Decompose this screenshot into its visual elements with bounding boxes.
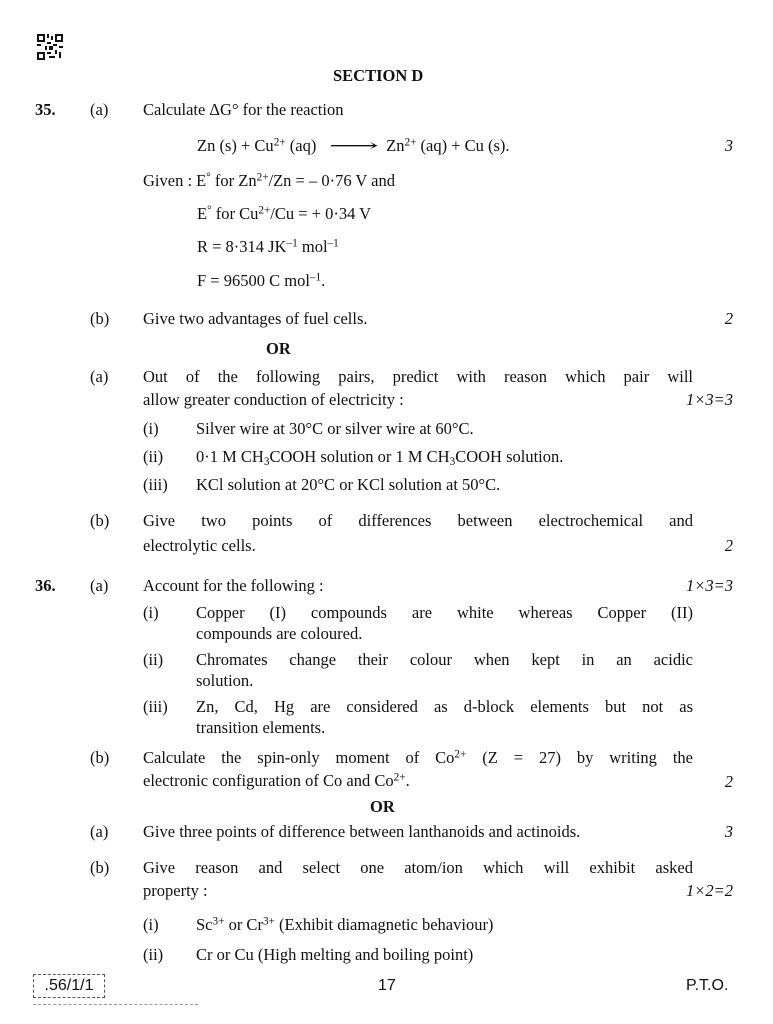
question-text: Calculate the spin-only moment of $Co^{2+}$ (Z = 27) by writing the [143, 748, 693, 767]
question-text: allow greater conduction of electricity : [143, 390, 404, 409]
part-label: (b) [90, 309, 110, 328]
part-label: (a) [90, 822, 109, 841]
or-divider: OR [370, 797, 395, 816]
qr-code-icon [37, 34, 63, 60]
question-text: electronic configuration of Co and $Co^{2+}$. [143, 771, 410, 790]
sub-item-text: compounds are coloured. [196, 624, 363, 643]
part-label: (a) [90, 367, 109, 386]
question-number: 35. [35, 100, 56, 119]
given-line: E° for $Cu^{2+}/Cu$ = + 0·34 V [197, 204, 372, 223]
or-divider: OR [266, 339, 291, 358]
section-title: SECTION D [333, 66, 424, 85]
given-line: F = 96500 C mol$^{-1}$. [197, 271, 326, 290]
question-text: Give reason and select one atom/ion which will exhibit asked [143, 858, 693, 877]
reaction-arrow: ⟶ [329, 136, 380, 155]
question-text: Give two advantages of fuel cells. [143, 309, 368, 328]
reaction-equation: Zn $(s) + Cu^{2+}$ (aq) ⟶ $Zn^{2+}$ (aq) + Cu (s). [197, 136, 510, 155]
sub-item-number: (i) [143, 419, 159, 438]
sub-item-number: (iii) [143, 697, 168, 716]
given-line: R = 8·314 $JK^{-1}$ mol$^{-1}$ [197, 237, 339, 256]
page-number: 17 [378, 977, 396, 994]
sub-item-text: Zn, Cd, Hg are considered as d-block elements but not as [196, 697, 693, 716]
sub-item-text: KCl solution at 20°C or KCl solution at 50°C. [196, 475, 501, 494]
sub-item-number: (ii) [143, 945, 164, 964]
sub-item-number: (ii) [143, 447, 164, 466]
marks: 2 [724, 772, 733, 791]
given-line: Given : E° for $Zn^{2+}/Zn$ = – 0·76 V and [143, 171, 395, 190]
sub-item-text: Cr or Cu (High melting and boiling point) [196, 945, 474, 964]
question-text: Give two points of differences between electrochemical and [143, 511, 693, 530]
footer-divider [33, 1004, 198, 1005]
part-label: (b) [90, 511, 110, 530]
sub-item-text: Silver wire at 30°C or silver wire at 60°C. [196, 419, 474, 438]
sub-item-text: solution. [196, 671, 254, 690]
sub-item-number: (i) [143, 915, 159, 934]
question-text: Account for the following : [143, 576, 324, 595]
paper-code: .56/1/1 [33, 974, 105, 998]
marks: 2 [724, 309, 733, 328]
question-number: 36. [35, 576, 56, 595]
sub-item-text: 0·1 M $CH_3COOH$ solution or 1 M $CH_3COOH$ solution. [196, 447, 564, 468]
part-label: (b) [90, 858, 110, 877]
marks: 1×3=3 [685, 576, 733, 595]
question-text: property : [143, 881, 208, 900]
part-label: (a) [90, 100, 109, 119]
part-label: (a) [90, 576, 109, 595]
sub-item-text: Chromates change their colour when kept in an acidic [196, 650, 693, 669]
question-text: electrolytic cells. [143, 536, 256, 555]
question-text: Out of the following pairs, predict with reason which pair will [143, 367, 693, 386]
sub-item-text: $Sc^{3+}$ or $Cr^{3+}$ (Exhibit diamagnetic behaviour) [196, 915, 494, 934]
marks: 3 [724, 822, 733, 841]
marks: 3 [724, 136, 733, 155]
sub-item-text: transition elements. [196, 718, 326, 737]
question-text: Give three points of difference between lanthanoids and actinoids. [143, 822, 581, 841]
sub-item-text: Copper (I) compounds are white whereas Copper (II) [196, 603, 693, 622]
sub-item-number: (ii) [143, 650, 164, 669]
marks: 2 [724, 536, 733, 555]
marks: 1×2=2 [685, 881, 733, 900]
part-label: (b) [90, 748, 110, 767]
sub-item-number: (iii) [143, 475, 168, 494]
question-text: Calculate ΔG° for the reaction [143, 100, 344, 119]
pto-label: P.T.O. [686, 977, 729, 994]
sub-item-number: (i) [143, 603, 159, 622]
marks: 1×3=3 [685, 390, 733, 409]
